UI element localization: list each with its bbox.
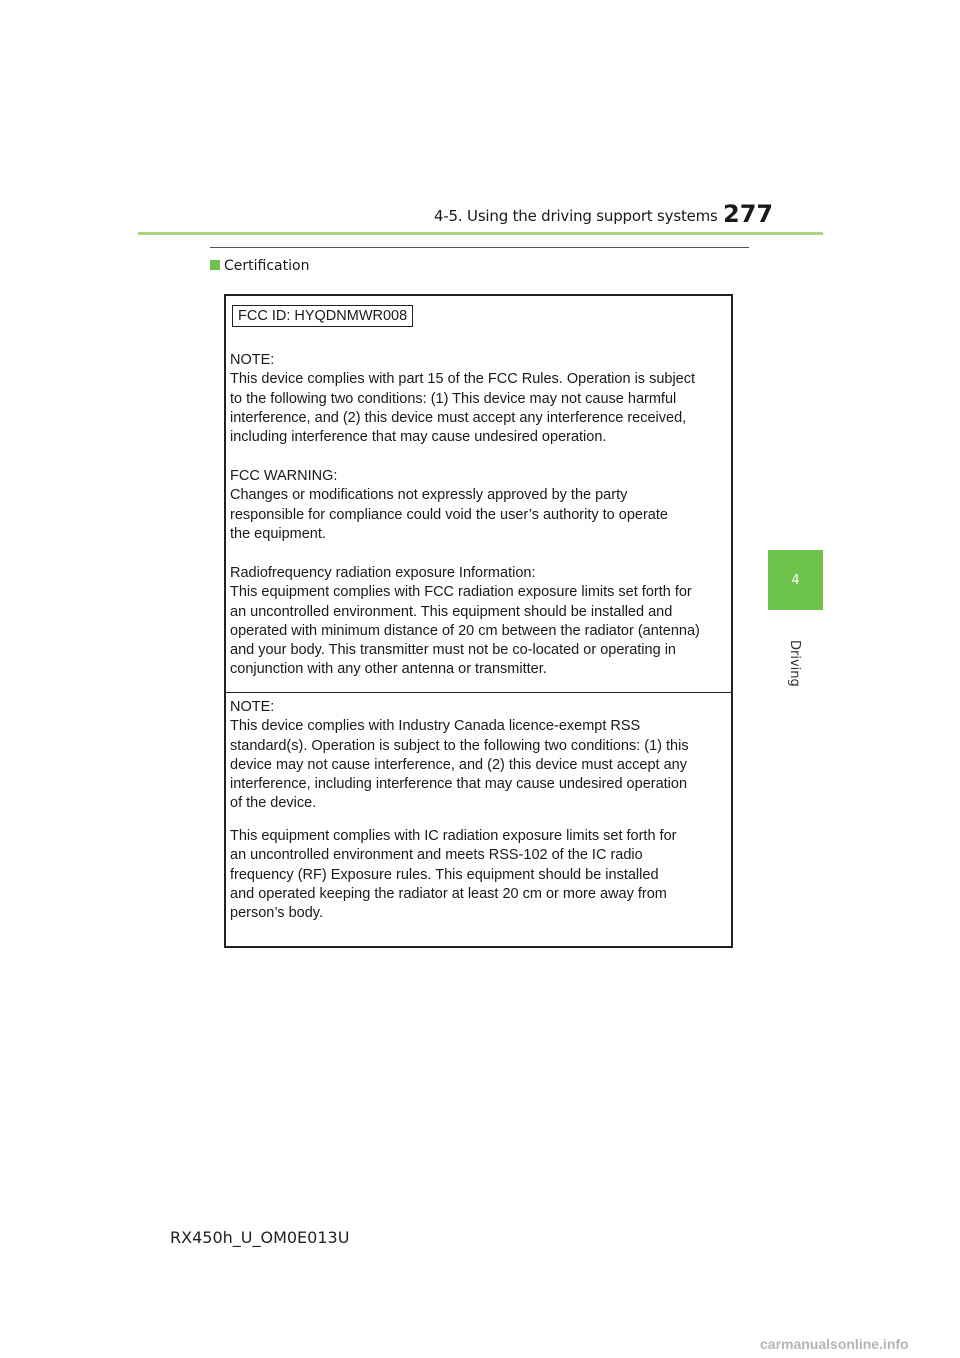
fcc-note-paragraph: NOTE: This device complies with part 15 of the FCC Rules. Operation is subject to the following two conditions: (1) This device may not cause harmful interference, and (2) this device must accept any interference received, including interference that may cause undesired operation. xyxy=(230,352,696,446)
section-heading-text: Certification xyxy=(224,258,310,274)
header-rule xyxy=(138,232,823,235)
certification-box xyxy=(224,294,733,948)
fcc-id-label: FCC ID: HYQDNMWR008 xyxy=(232,305,413,327)
fcc-warning-paragraph: FCC WARNING: Changes or modifications not expressly approved by the party responsible for compliance could void the user’s authority to operate the equipment. xyxy=(230,468,668,542)
page-number: 277 xyxy=(723,200,774,228)
square-bullet-icon xyxy=(210,260,220,270)
ic-note-paragraph: NOTE: This device complies with Industry Canada licence-exempt RSS standard(s). Operation is subject to the following two conditions: (1) this device may not cause interference, and (2) this device must accept any interference, including interference that may cause undesired operation of the device. xyxy=(230,699,689,812)
footer-model-code: RX450h_U_OM0E013U xyxy=(170,1228,350,1247)
chapter-number: 4 xyxy=(791,572,800,588)
section-heading xyxy=(210,258,309,274)
header-section-title: 4-5. Using the driving support systems xyxy=(434,207,718,225)
certification-divider xyxy=(226,692,731,693)
chapter-tab xyxy=(768,550,823,610)
ic-exposure-paragraph: This equipment complies with IC radiation exposure limits set forth for an uncontrolled environment and meets RSS-102 of the IC radio frequency (RF) Exposure rules. This equipment should be installed and operated keeping the radiator at least 20 cm or more away from person’s body. xyxy=(230,828,677,922)
chapter-label: Driving xyxy=(787,640,802,687)
watermark: carmanualsonline.info xyxy=(760,1336,909,1352)
rf-exposure-paragraph: Radiofrequency radiation exposure Information: This equipment complies with FCC radiation exposure limits set forth for an uncontrolled environment. This equipment should be installed and operated with minimum distance of 20 cm between the radiator (antenna) and your body. This transmitter must not be co-located or operating in conjunction with any other antenna or transmitter. xyxy=(230,565,700,678)
section-rule xyxy=(210,247,749,248)
